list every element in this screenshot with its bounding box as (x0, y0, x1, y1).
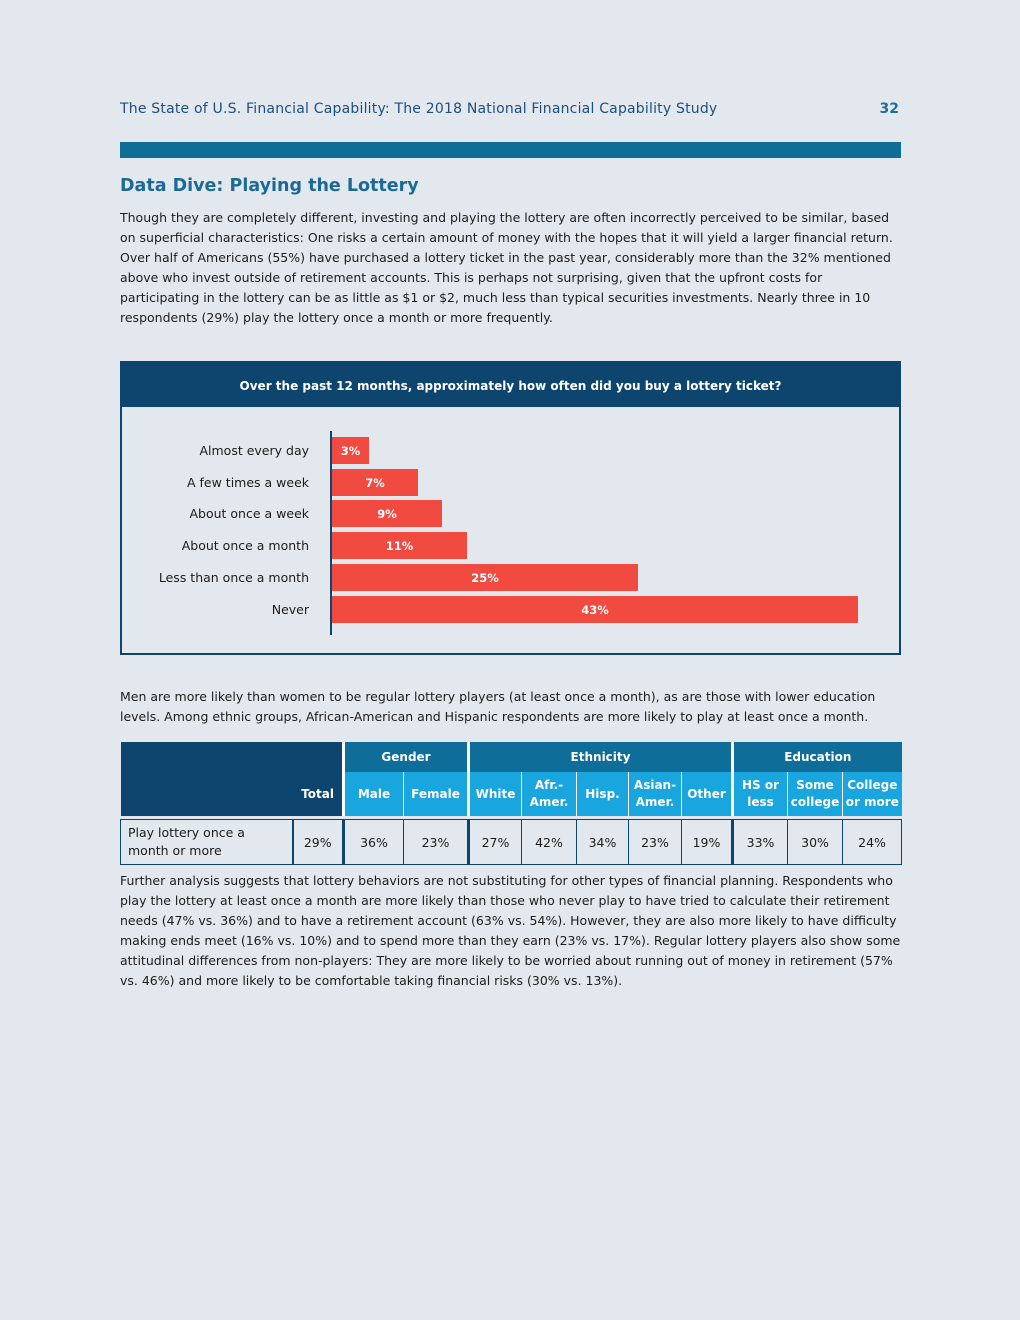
header-rule (120, 142, 901, 158)
column-header-text: Amer. (635, 795, 675, 809)
column-header-text: Other (687, 786, 726, 801)
intro-paragraph: Though they are completely different, investing and playing the lottery are often incorrectly perceived to be similar, based on superficial characteristics: One risks a certain amount of money with the hopes that it will yield a larger financial return. Over half of Americans (55%) have purchased a lottery ticket in the past year, considerably more than the 32% mentioned above who invest outside of retirement accounts. This is perhaps not surprising, given that the upfront costs for participating in the lottery can be as little as $1 or $2, much less than typical securities investments. Nearly three in 10 respondents (29%) play the lottery once a month or more frequently. (120, 210, 893, 325)
cell-some-college: 30% (788, 820, 843, 865)
bar-value-label: 7% (365, 475, 385, 490)
cell-afr-amer: 42% (522, 820, 577, 865)
cell-female: 23% (404, 820, 469, 865)
cell-hisp: 34% (577, 820, 629, 865)
category-label: Less than once a month (158, 569, 309, 585)
bar-value-label: 11% (385, 539, 414, 554)
cell-college-or-more: 24% (843, 820, 902, 865)
column-header-text: or more (845, 795, 899, 809)
column-header-text: less (747, 795, 774, 809)
table-corner-lower (121, 772, 293, 816)
chart-title: Over the past 12 months, approximately how often did you buy a lottery ticket? (122, 363, 899, 407)
category-label: A few times a week (186, 474, 309, 490)
bar-value-label: 9% (377, 507, 397, 522)
column-header-white (469, 772, 522, 816)
further-analysis-paragraph: Further analysis suggests that lottery behaviors are not substituting for other types of financial planning. Respondents who play the lottery at least once a month are more likely than those who never play to have tried to calculate their retirement needs (47% vs. 36%) and to have a retirement account (63% vs. 54%). However, they are also more likely to have difficulty making ends meet (16% vs. 10%) and to spend more than they earn (23% vs. 17%). Regular lottery players also show some attitudinal differences from non-players: They are more likely to be worried about running out of money in retirement (57% vs. 46%) and more likely to be comfortable taking financial risks (30% vs. 13%). (120, 873, 901, 988)
category-label: Almost every day (199, 443, 309, 458)
running-header (120, 101, 901, 123)
bar-value-label: 43% (581, 602, 609, 617)
category-label: About once a week (189, 506, 309, 522)
lottery-demographics-table (120, 742, 902, 865)
column-header-asian-amer (629, 772, 682, 816)
column-header-male: Male (344, 772, 404, 816)
column-header-text: Afr.- (534, 778, 564, 792)
row-label: Play lottery once a month or more (121, 820, 293, 865)
column-header-text: Some (796, 778, 834, 792)
bar-value-label: 3% (340, 444, 361, 458)
table-row (121, 820, 902, 865)
group-header-ethnicity: Ethnicity (469, 742, 733, 772)
column-header-some-college (788, 772, 843, 816)
cell-other: 19% (682, 820, 733, 865)
lottery-frequency-chart (120, 361, 901, 655)
column-header-text: Hisp. (585, 786, 620, 801)
category-label: About once a month (181, 538, 309, 554)
group-header-education: Education (733, 742, 902, 772)
page-number: 32 (879, 101, 899, 117)
column-header-total: Total (293, 772, 344, 816)
table-corner (121, 742, 344, 772)
column-header-text: HS or (742, 778, 780, 792)
cell-hs-or-less: 33% (733, 820, 788, 865)
section-title: Data Dive: Playing the Lottery (120, 176, 419, 196)
category-label: Never (271, 601, 309, 617)
group-header-gender: Gender (344, 742, 469, 772)
column-header-text: Asian- (633, 778, 677, 792)
column-header-hisp (577, 772, 629, 816)
column-header-text: White (475, 786, 516, 801)
column-header-college-or-more (843, 772, 902, 816)
column-header-text: College (847, 778, 898, 792)
bar-value-label: 25% (471, 570, 499, 585)
column-header-afr-amer (522, 772, 577, 816)
column-header-text: college (790, 795, 840, 809)
column-header-text: Amer. (529, 795, 569, 809)
cell-white: 27% (469, 820, 522, 865)
cell-total: 29% (293, 820, 344, 865)
gender-education-paragraph: Men are more likely than women to be regular lottery players (at least once a month), as are those with lower education levels. Among ethnic groups, African-American and Hispanic respondents are more likely to play at least once a month. (120, 689, 876, 724)
cell-asian-amer: 23% (629, 820, 682, 865)
column-header-female: Female (404, 772, 469, 816)
cell-male: 36% (344, 820, 404, 865)
column-header-other (682, 772, 733, 816)
column-header-hs-or-less (733, 772, 788, 816)
report-title: The State of U.S. Financial Capability: The 2018 National Financial Capability Study (120, 101, 718, 117)
